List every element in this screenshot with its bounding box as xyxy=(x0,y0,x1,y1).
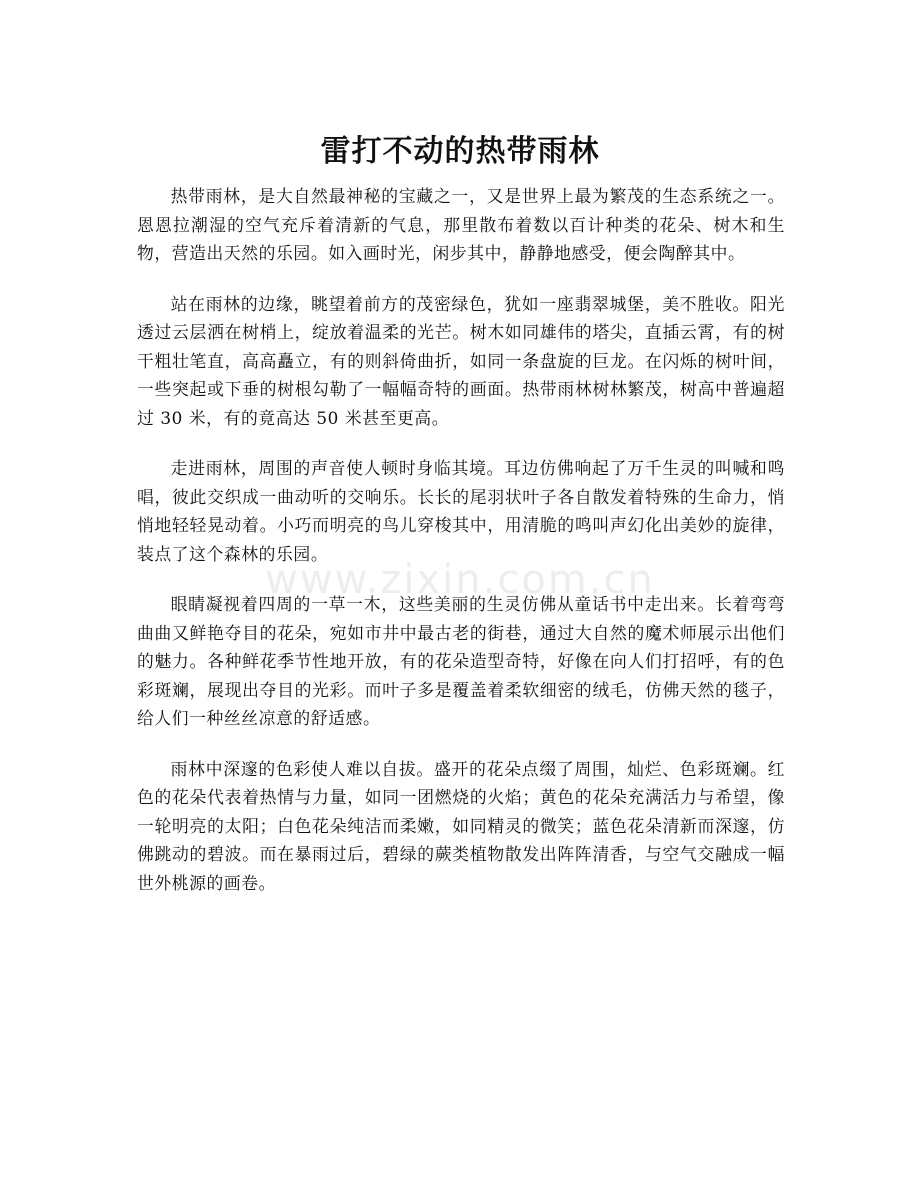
watermark: www.zixin.com.cn xyxy=(265,557,655,603)
paragraph-3: 走进雨林，周围的声音使人顿时身临其境。耳边仿佛响起了万千生灵的叫喊和鸣唱，彼此交织成一曲动听的交响乐。长长的尾羽状叶子各自散发着特殊的生命力，悄悄地轻轻晃动着。小巧而明亮的鸟儿穿梭其中，用清脆的鸣叫声幻化出美妙的旋律，装点了这个森林的乐园。 xyxy=(137,458,785,564)
paragraph-5: 雨林中深邃的色彩使人难以自拔。盛开的花朵点缀了周围，灿烂、色彩斑斓。红色的花朵代表着热情与力量，如同一团燃烧的火焰；黄色的花朵充满活力与希望，像一轮明亮的太阳；白色花朵纯洁而柔嫩，如同精灵的微笑；蓝色花朵清新而深邃，仿佛跳动的碧波。而在暴雨过后，碧绿的蕨类植物散发出阵阵清香，与空气交融成一幅世外桃源的画卷。 xyxy=(137,758,785,893)
paragraph-1: 热带雨林，是大自然最神秘的宝藏之一，又是世界上最为繁茂的生态系统之一。恩恩拉潮湿的空气充斥着清新的气息，那里散布着数以百计种类的花朵、树木和生物，营造出天然的乐园。如入画时光，闲步其中，静静地感受，便会陶醉其中。 xyxy=(137,186,785,263)
paragraph-2: 站在雨林的边缘，眺望着前方的茂密绿色，犹如一座翡翠城堡，美不胜收。阳光透过云层洒在树梢上，绽放着温柔的光芒。树木如同雄伟的塔尖，直插云霄，有的树干粗壮笔直，高高矗立，有的则斜倚曲折，如同一条盘旋的巨龙。在闪烁的树叶间，一些突起或下垂的树根勾勒了一幅幅奇特的画面。热带雨林树林繁茂，树高中普遍超过 30 米，有的竟高达 50 米甚至更高。 xyxy=(137,293,785,428)
document-body xyxy=(137,182,785,919)
paragraph-4: 眼睛凝视着四周的一草一木，这些美丽的生灵仿佛从童话书中走出来。长着弯弯曲曲又鲜艳夺目的花朵，宛如市井中最古老的街巷，通过大自然的魔术师展示出他们的魅力。各种鲜花季节性地开放，有的花朵造型奇特，好像在向人们打招呼，有的色彩斑斓，展现出夺目的光彩。而叶子多是覆盖着柔软细密的绒毛，仿佛天然的毯子，给人们一种丝丝凉意的舒适感。 xyxy=(137,594,785,728)
page-title: 雷打不动的热带雨林 xyxy=(320,134,600,170)
